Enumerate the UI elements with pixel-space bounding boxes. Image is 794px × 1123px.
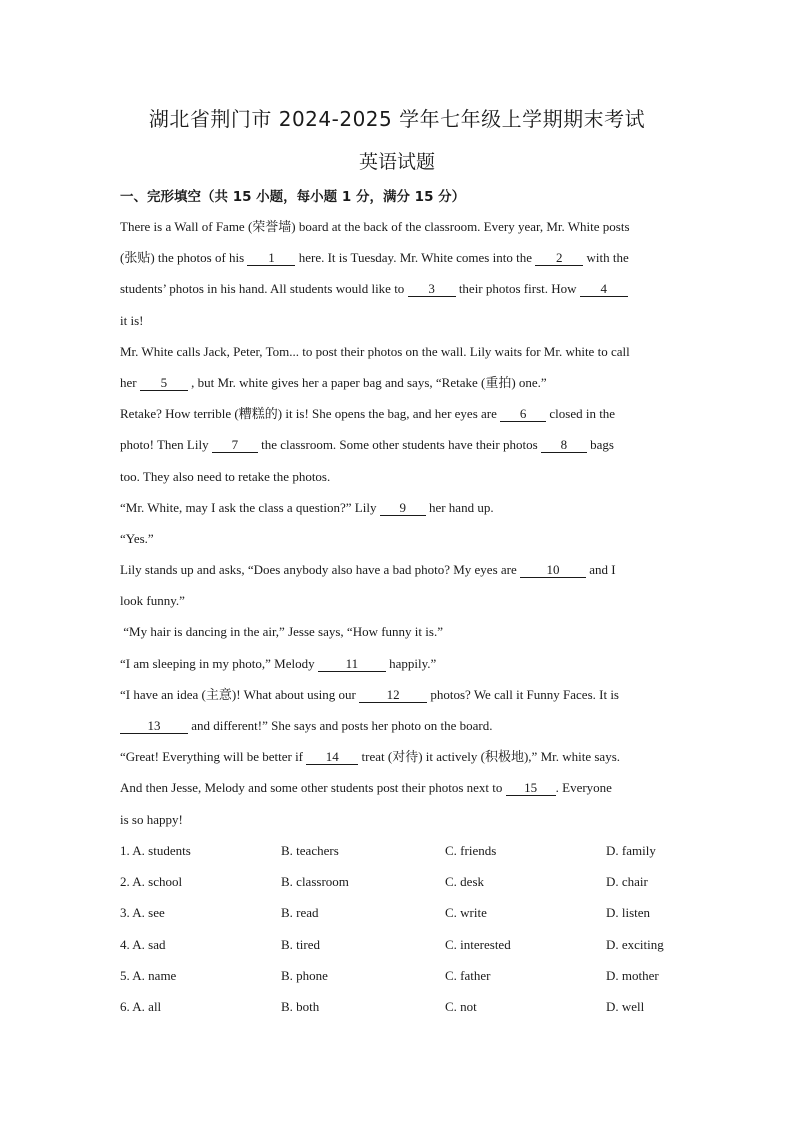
option-b[interactable]: B. read [281,905,319,920]
option-b[interactable]: B. teachers [281,843,339,858]
passage-line: it is! [120,312,144,328]
option-b[interactable]: B. tired [281,937,320,952]
passage-line: is so happy! [120,811,183,827]
option-d[interactable]: D. family [606,843,656,858]
option-c[interactable]: C. not [445,999,477,1014]
passage-line: “Mr. White, may I ask the class a question?” Lily 9 her hand up. [120,499,494,515]
options-row [120,905,680,925]
blank-13[interactable]: 13 [120,718,188,734]
passage-line: “I am sleeping in my photo,” Melody 11 happily.” [120,655,437,671]
passage-line: There is a Wall of Fame (荣誉墙) board at the back of the classroom. Every year, Mr. White posts [120,219,630,234]
passage-line: “Great! Everything will be better if 14 treat (对待) it actively (积极地),” Mr. white says. [120,749,621,765]
blank-5[interactable]: 5 [140,375,188,391]
option-b[interactable]: B. both [281,999,320,1014]
passage-line: Mr. White calls Jack, Peter, Tom... to post their photos on the wall. Lily waits for Mr. white to call [120,343,630,359]
option-c[interactable]: C. friends [445,843,497,858]
passage-line: photo! Then Lily 7 the classroom. Some other students have their photos 8 bags [120,437,614,453]
option-a[interactable]: 6. A. all [120,999,162,1014]
blank-12[interactable]: 12 [359,687,427,703]
option-d[interactable]: D. exciting [606,937,664,952]
page-subtitle: 英语试题 [358,151,435,173]
passage-line: look funny.” [120,593,185,609]
option-a[interactable]: 2. A. school [120,874,183,889]
blank-9[interactable]: 9 [380,500,426,516]
blank-1[interactable]: 1 [247,250,295,266]
passage-line: students’ photos in his hand. All students would like to 3 their photos first. How 4 [120,273,680,304]
passage-line: “Yes.” [120,530,154,546]
option-a[interactable]: 3. A. see [120,905,165,920]
options-row [120,937,680,957]
options-row [120,968,680,988]
option-a[interactable]: 4. A. sad [120,937,166,952]
blank-6[interactable]: 6 [500,406,546,422]
option-d[interactable]: D. well [606,999,645,1014]
passage-line: her 5 , but Mr. white gives her a paper bag and says, “Retake (重拍) one.” [120,374,547,390]
options-row [120,843,680,863]
options-row [120,999,680,1019]
passage-line: Retake? How terrible (糟糕的) it is! She opens the bag, and her eyes are 6 closed in the [120,406,616,422]
blank-3[interactable]: 3 [408,281,456,297]
option-d[interactable]: D. listen [606,905,651,920]
passage-line: Lily stands up and asks, “Does anybody also have a bad photo? My eyes are 10 and I [120,562,616,578]
option-c[interactable]: C. father [445,968,491,983]
option-a[interactable]: 5. A. name [120,968,177,983]
blank-8[interactable]: 8 [541,437,587,453]
cloze-passage [120,211,680,835]
option-a[interactable]: 1. A. students [120,843,191,858]
section-heading: 一、完形填空（共 15 小题，每小题 1 分，满分 15 分） [120,189,466,205]
option-c[interactable]: C. write [445,905,487,920]
option-c[interactable]: C. desk [445,874,484,889]
passage-line: 13 and different!” She says and posts her photo on the board. [120,710,680,741]
page-title: 湖北省荆门市 2024-2025 学年七年级上学期期末考试 [148,107,646,131]
passage-line: “My hair is dancing in the air,” Jesse says, “How funny it is.” [123,624,443,640]
blank-11[interactable]: 11 [318,656,386,672]
option-d[interactable]: D. chair [606,874,648,889]
passage-line: too. They also need to retake the photos. [120,468,331,484]
blank-10[interactable]: 10 [520,562,586,578]
passage-line: (张贴) the photos of his 1 here. It is Tuesday. Mr. White comes into the 2 with the [120,250,629,266]
blank-4[interactable]: 4 [580,281,628,297]
blank-7[interactable]: 7 [212,437,258,453]
options-row [120,874,680,894]
passage-line: “I have an idea (主意)! What about using our 12 photos? We call it Funny Faces. It is [120,686,619,702]
option-b[interactable]: B. classroom [281,874,349,889]
passage-line: And then Jesse, Melody and some other students post their photos next to 15 . Everyone [120,780,612,796]
option-b[interactable]: B. phone [281,968,328,983]
blank-15[interactable]: 15 [506,780,556,796]
option-d[interactable]: D. mother [606,968,659,983]
blank-14[interactable]: 14 [306,749,358,765]
blank-2[interactable]: 2 [535,250,583,266]
option-c[interactable]: C. interested [445,937,511,952]
